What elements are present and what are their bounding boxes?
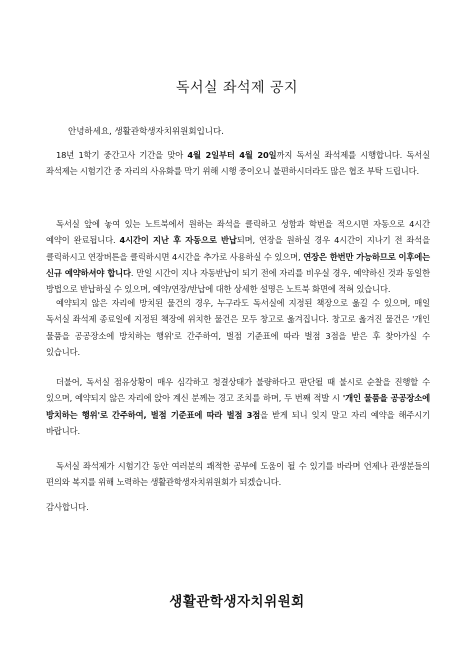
paragraph-unattended-items: [46, 295, 430, 360]
auto-return-emphasis: 4시간이 지난 후 자동으로 반납: [119, 235, 237, 246]
paragraph-text: 되며, 연장을 원하실 경우 4시간이 지나기 전 좌석을 클릭하시고 연장버튼을 클릭하시면 4시간을 추가로 사용하실 수 있으며,: [46, 235, 430, 262]
paragraph-text: 독서실 좌석제가 시험기간 동안 여러분의 쾌적한 공부에 도움이 될 수 있기를 바라며 언제나 관생분들의 편의와 복지를 위해 노력하는 생활관학생자치위원회가 되겠습니다.: [46, 461, 430, 488]
penalty-emphasis: '개인 물품을 공공장소에 방치하는 행위'로 간주하여, 벌점 기준표에 따라 벌점 3점: [46, 393, 430, 420]
paragraph-text: 독서실 앞에 놓여 있는 노트북에서 원하는 좌석을 클릭하고 성함과 학번을 적으시면 자동으로 4시간 예약이 완료됩니다.: [46, 219, 430, 246]
signature: 생활관학생자치위원회: [169, 594, 305, 610]
paragraph-text: 까지 독서실 좌석제를 시행합니다. 독서실 좌석제는 시험기간 중 자리의 사유화를 막기 위해 시행 중이오니 불편하시더라도 많은 협조 부탁 드립니다.: [46, 150, 430, 177]
paragraph-reservation-rules: [46, 216, 430, 297]
extension-limit-emphasis: 연장은 한번만 가능하므로 이후에는 신규 예약하셔야 합니다: [46, 251, 430, 278]
greeting-text: 안녕하세요, 생활관학생자치위원회입니다.: [68, 127, 224, 137]
paragraph-text: 예약되지 않은 자리에 방치된 물건의 경우, 누구라도 독서실에 지정된 책장으로 옮길 수 있으며, 매일 독서실 좌석제 종료일에 지정된 책장에 위치한 물건은 모두 창고로 옮겨집니다. 창고로 옮겨진 물건은 '개인 물품을 공공장소에 방치하는 행위'로 간주하여, 벌점 기준표에 따라 벌점 3점을 받은 후 찾아가실 수 있습니다.: [46, 298, 430, 357]
page-title: 독서실 좌석제 공지: [175, 80, 299, 96]
paragraph-text: 을 받게 되니 잊지 말고 자리 예약을 해주시기 바랍니다.: [46, 409, 431, 436]
paragraph-exam-period: [46, 147, 430, 180]
paragraph-text: . 만일 시간이 지나 자동반납이 되기 전에 자리를 비우실 경우, 예약하신 것과 동일한 방법으로 반납하실 수 있으며, 예약/연장/반납에 대한 상세한 설명은 노트북 화면에 적혀 있습니다.: [46, 267, 430, 295]
paragraph-patrol-warning: [46, 374, 430, 439]
date-range-emphasis: 4월 2일부터 4월 20일: [187, 150, 277, 160]
paragraph-text: 더불어, 독서실 점유상황이 매우 심각하고 청결상태가 불량하다고 판단될 때 불시로 순찰을 진행할 수 있으며, 예약되지 않은 자리에 앉아 계신 분께는 경고 조치를 하며, 두 번째 적발 시: [46, 377, 430, 404]
paragraph-text: 18년 1학기 중간고사 기간을 맞아: [56, 150, 188, 160]
paragraph-closing: [46, 458, 430, 491]
thanks-text: 감사합니다.: [46, 502, 89, 512]
